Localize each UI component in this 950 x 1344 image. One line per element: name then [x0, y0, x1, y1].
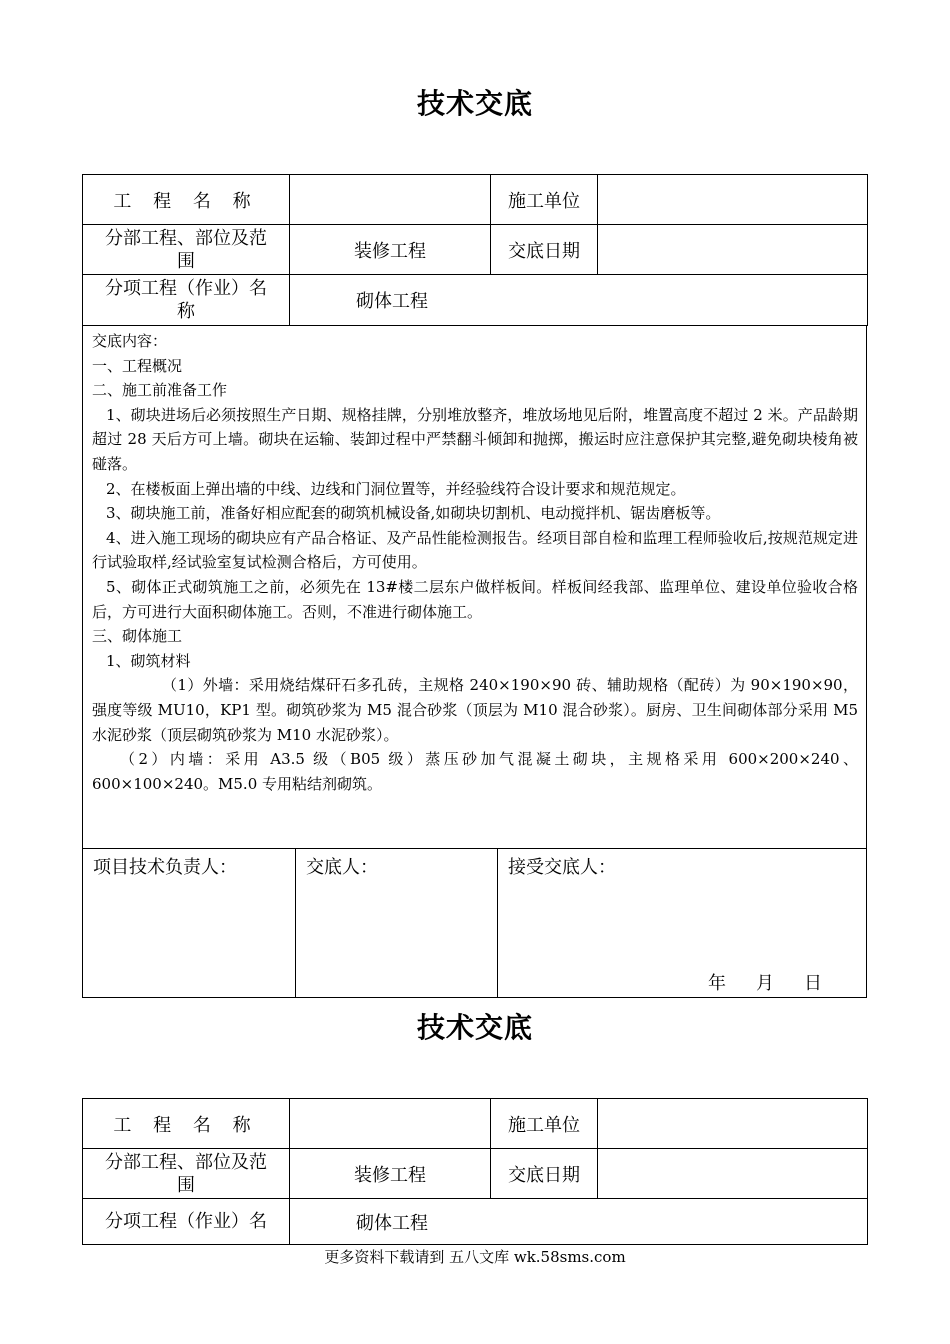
division-label: 分部工程、部位及范 围 — [83, 225, 290, 275]
sign-date: 年 月 日 — [708, 973, 822, 994]
content-line: 2、在楼板面上弹出墙的中线、边线和门洞位置等，并经验线符合设计要求和规范规定。 — [106, 479, 686, 498]
page-title: 技术交底 — [416, 87, 533, 120]
subitem-value: 砌体工程 — [290, 1199, 868, 1245]
content-line: 一、工程概况 — [92, 356, 183, 375]
division-label: 分部工程、部位及范 围 — [83, 1149, 290, 1199]
content-line: （1）外墙：采用烧结煤矸石多孔砖，主规格 240×190×90 砖、辅助规格（配砖）为 90×190×90，强度等级 MU10，KP1 型。砌筑砂浆为 M5 混合砂浆（顶层为 M10 混合砂浆）。厨房、卫生间砌体部分采用 M5 水泥砂浆（顶层砌筑砂浆为 M10 水泥砂浆）。 — [92, 676, 858, 744]
table-row — [83, 175, 868, 225]
table-row — [83, 1099, 868, 1149]
briefing-date-label: 交底日期 — [491, 225, 598, 275]
project-name-value — [290, 175, 491, 225]
footer-link[interactable]: 更多资料下载请到 五八文库 wk.58sms.com — [324, 1248, 626, 1266]
project-name-label: 工 程 名 称 — [83, 1099, 290, 1149]
content-line: 1、砌块进场后必须按照生产日期、规格挂牌，分别堆放整齐，堆放场地见后附，堆置高度不超过 2 米。产品龄期超过 28 天后方可上墙。砌块在运输、装卸过程中严禁翻斗倾卸和抛掷，搬运时应注意保护其完整,避免砌块棱角被碰落。 — [92, 405, 858, 473]
subitem-label: 分项工程（作业）名 称 — [83, 275, 290, 326]
signature-row — [82, 848, 867, 998]
table-row — [83, 1199, 868, 1245]
table-row — [83, 275, 868, 326]
subitem-label: 分项工程（作业）名 — [83, 1199, 290, 1245]
division-value: 装修工程 — [290, 1149, 491, 1199]
subitem-value: 砌体工程 — [290, 275, 868, 326]
presenter-cell: 交底人： — [296, 849, 498, 997]
table-row — [83, 1149, 868, 1199]
project-name-label: 工 程 名 称 — [83, 175, 290, 225]
construction-unit-label: 施工单位 — [491, 1099, 598, 1149]
content-line: 4、进入施工现场的砌块应有产品合格证、及产品性能检测报告。经项目部自检和监理工程师验收后,按规范规定进行试验取样,经试验室复试检测合格后，方可使用。 — [92, 528, 858, 572]
construction-unit-value — [598, 175, 868, 225]
content-line: 二、施工前准备工作 — [92, 381, 228, 400]
briefing-date-value — [598, 1149, 868, 1199]
page-title-2: 技术交底 — [416, 1011, 533, 1044]
content-line: 5、砌体正式砌筑施工之前，必须先在 13#楼二层东户做样板间。样板间经我部、监理单位、建设单位验收合格后，方可进行大面积砌体施工。否则，不准进行砌体施工。 — [92, 577, 858, 621]
briefing-date-label: 交底日期 — [491, 1149, 598, 1199]
content-line: 1、砌筑材料 — [106, 651, 191, 670]
content-line: （2）内墙：采用 A3.5 级（B05 级）蒸压砂加气混凝土砌块，主规格采用 600×200×240、600×100×240。M5.0 专用粘结剂砌筑。 — [92, 750, 858, 793]
info-table-2 — [82, 1098, 868, 1245]
briefing-date-value — [598, 225, 868, 275]
info-table — [82, 174, 868, 326]
project-name-value — [290, 1099, 491, 1149]
content-line: 交底内容： — [92, 332, 168, 350]
content-line: 三、砌体施工 — [92, 627, 183, 646]
table-row — [83, 225, 868, 275]
tech-lead-cell: 项目技术负责人： — [83, 849, 296, 997]
construction-unit-value — [598, 1099, 868, 1149]
receiver-cell: 接受交底人： 年 月 日 — [508, 857, 822, 994]
content-line: 3、砌块施工前，准备好相应配套的砌筑机械设备,如砌块切割机、电动搅拌机、锯齿磨板等。 — [106, 504, 721, 523]
briefing-content — [82, 325, 867, 849]
construction-unit-label: 施工单位 — [491, 175, 598, 225]
division-value: 装修工程 — [290, 225, 491, 275]
